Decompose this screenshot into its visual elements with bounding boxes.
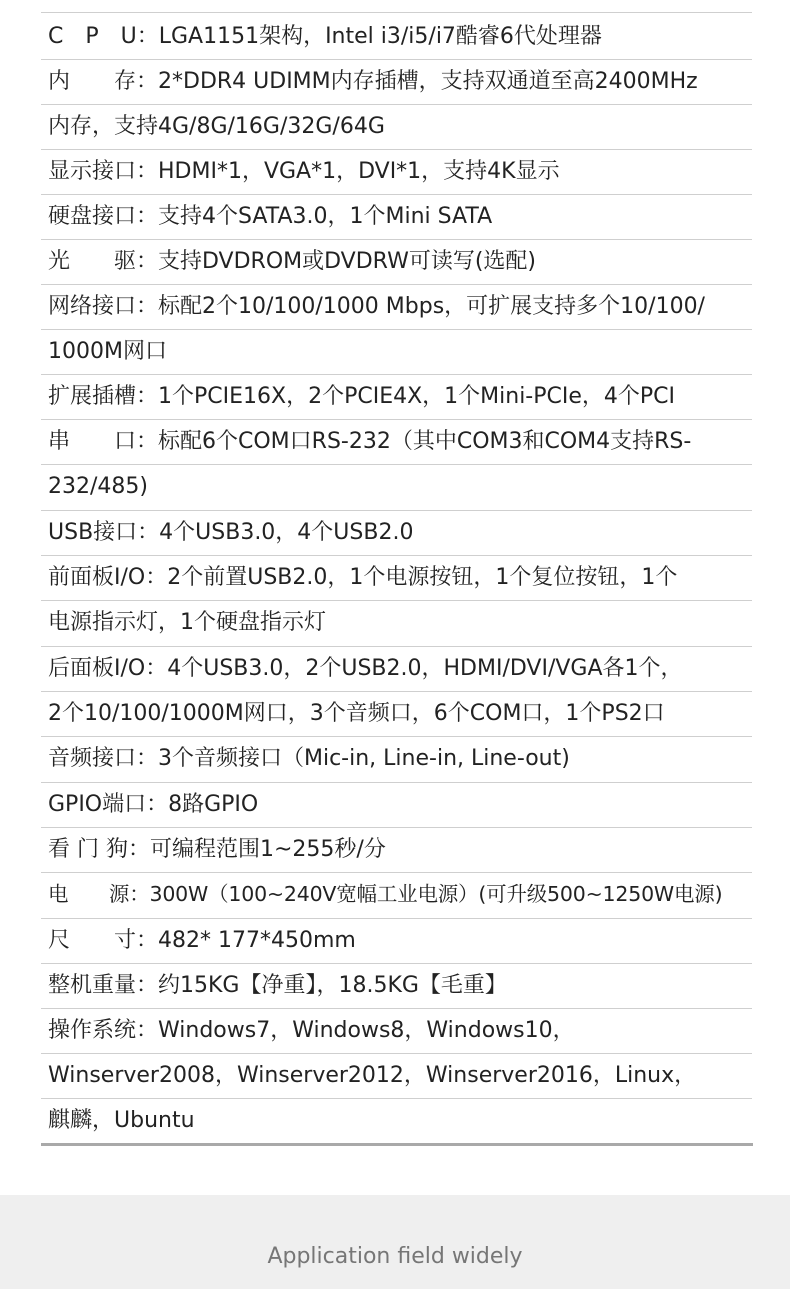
top-divider [41,12,752,13]
spec-line-rear-io-cont: 2个10/100/1000M网口，3个音频口，6个COM口，1个PS2口 [48,701,665,726]
spec-line-os-cont: Winserver2008，Winserver2012，Winserver2016，Linux， [48,1063,697,1088]
spec-line-front-io: 前面板I/O：2个前置USB2.0，1个电源按钮，1个复位按钮，1个 [48,565,678,590]
spec-line-optical: 光 驱：支持DVDROM或DVDRW可读写(选配) [48,249,536,274]
table-bottom-border [41,1143,753,1146]
spec-line-gpio: GPIO端口：8路GPIO [48,792,259,817]
spec-line-cpu: C P U：LGA1151架构，Intel i3/i5/i7酷睿6代处理器 [48,24,602,49]
spec-line-expansion: 扩展插槽：1个PCIE16X，2个PCIE4X，1个Mini-PCIe，4个PCI [48,384,676,409]
spec-line-audio: 音频接口：3个音频接口（Mic-in, Line-in, Line-out) [48,746,570,771]
section-banner [0,1195,790,1289]
spec-line-os-cont2: 麒麟，Ubuntu [48,1108,195,1133]
section-title: Application field widely [267,1244,523,1269]
spec-line-storage: 硬盘接口：支持4个SATA3.0，1个Mini SATA [48,204,493,229]
spec-line-network: 网络接口：标配2个10/100/1000 Mbps，可扩展支持多个10/100/ [48,294,705,319]
spec-line-os: 操作系统：Windows7，Windows8，Windows10， [48,1018,575,1043]
spec-line-power: 电 源：300W（100~240V宽幅工业电源）(可升级500~1250W电源) [48,882,723,906]
spec-line-network-cont: 1000M网口 [48,339,167,364]
spec-line-weight: 整机重量：约15KG【净重】，18.5KG【毛重】 [48,973,507,998]
spec-line-display: 显示接口：HDMI*1，VGA*1，DVI*1，支持4K显示 [48,159,560,184]
spec-line-usb: USB接口：4个USB3.0，4个USB2.0 [48,520,414,545]
spec-line-serial-cont: 232/485) [48,474,148,499]
spec-line-watchdog: 看 门 狗：可编程范围1~255秒/分 [48,837,386,862]
spec-line-serial: 串 口：标配6个COM口RS-232（其中COM3和COM4支持RS- [48,429,692,454]
spec-line-dimensions: 尺 寸：482* 177*450mm [48,928,356,953]
spec-line-memory: 内 存：2*DDR4 UDIMM内存插槽，支持双通道至高2400MHz [48,69,698,94]
spec-line-front-io-cont: 电源指示灯，1个硬盘指示灯 [48,610,326,635]
spec-line-memory-cont: 内存，支持4G/8G/16G/32G/64G [48,114,385,139]
spec-line-rear-io: 后面板I/O：4个USB3.0，2个USB2.0，HDMI/DVI/VGA各1个， [48,656,683,681]
